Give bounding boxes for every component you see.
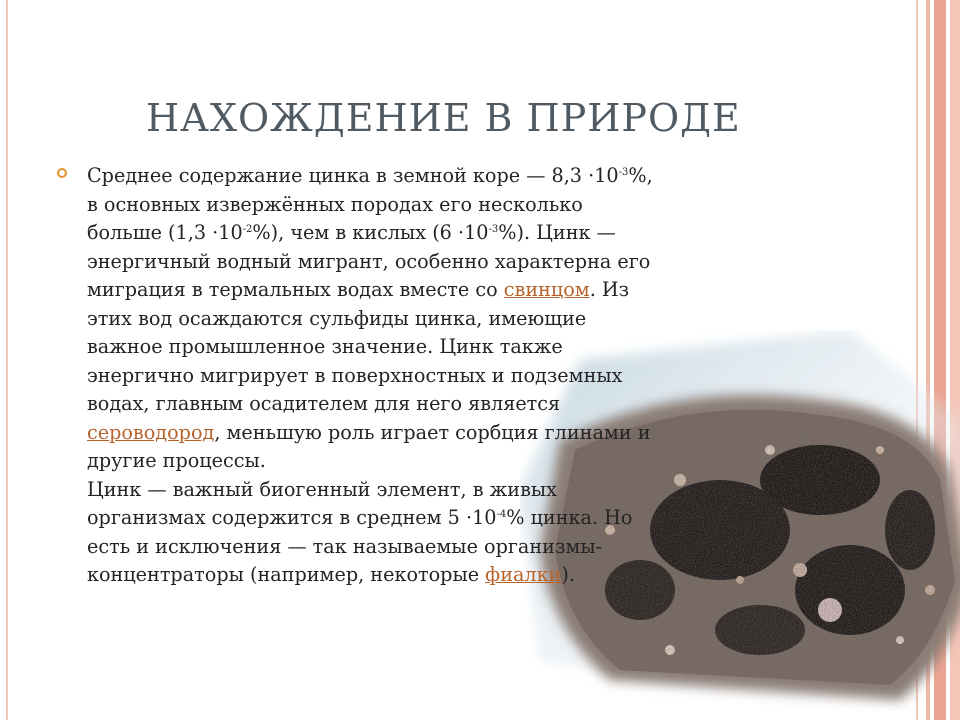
text-line: другие процессы. <box>87 449 266 472</box>
text-line: есть и исключения — так называемые организмы- <box>87 534 603 558</box>
text-line: энергичный водный мигрант, особенно характерна его <box>87 249 651 273</box>
violets-link[interactable]: фиалки <box>485 563 562 586</box>
text-line: энергично мигрирует в поверхностных и подземных <box>87 363 623 387</box>
text-line: этих вод осаждаются сульфиды цинка, имеющие <box>87 306 587 330</box>
slide-title: НАХОЖДЕНИЕ В ПРИРОДЕ <box>146 96 741 140</box>
lead-link[interactable]: свинцом <box>503 278 590 301</box>
text-line: концентраторы (например, некоторые фиалки). <box>87 563 575 586</box>
text-line: водах, главным осадителем для него является <box>87 392 561 415</box>
text-line: миграция в термальных водах вместе со свинцом. Из <box>87 278 630 301</box>
circle-bullet-icon <box>57 168 67 178</box>
text-line: в основных извержённых породах его несколько <box>87 192 583 216</box>
text-line: важное промышленное значение. Цинк также <box>87 335 563 358</box>
text-line: больше $(1,3 \cdot 10^{-2}\%)$, чем в кислых $(6 \cdot 10^{-3}\%)$. Цинк — <box>87 221 616 244</box>
slide-body-text <box>87 162 737 590</box>
text-line: Среднее содержание цинка в земной коре — $8,3 \cdot 10^{-3}\%$, <box>87 164 653 187</box>
text-line: сероводород, меньшую роль играет сорбция глинами и <box>87 420 651 444</box>
hydrogen-sulfide-link[interactable]: сероводород <box>87 420 215 444</box>
text-line: организмах содержится в среднем $5 \cdot 10^{-4}\%$ цинка. Но <box>87 506 633 529</box>
text-line: Цинк — важный биогенный элемент, в живых <box>87 477 557 501</box>
